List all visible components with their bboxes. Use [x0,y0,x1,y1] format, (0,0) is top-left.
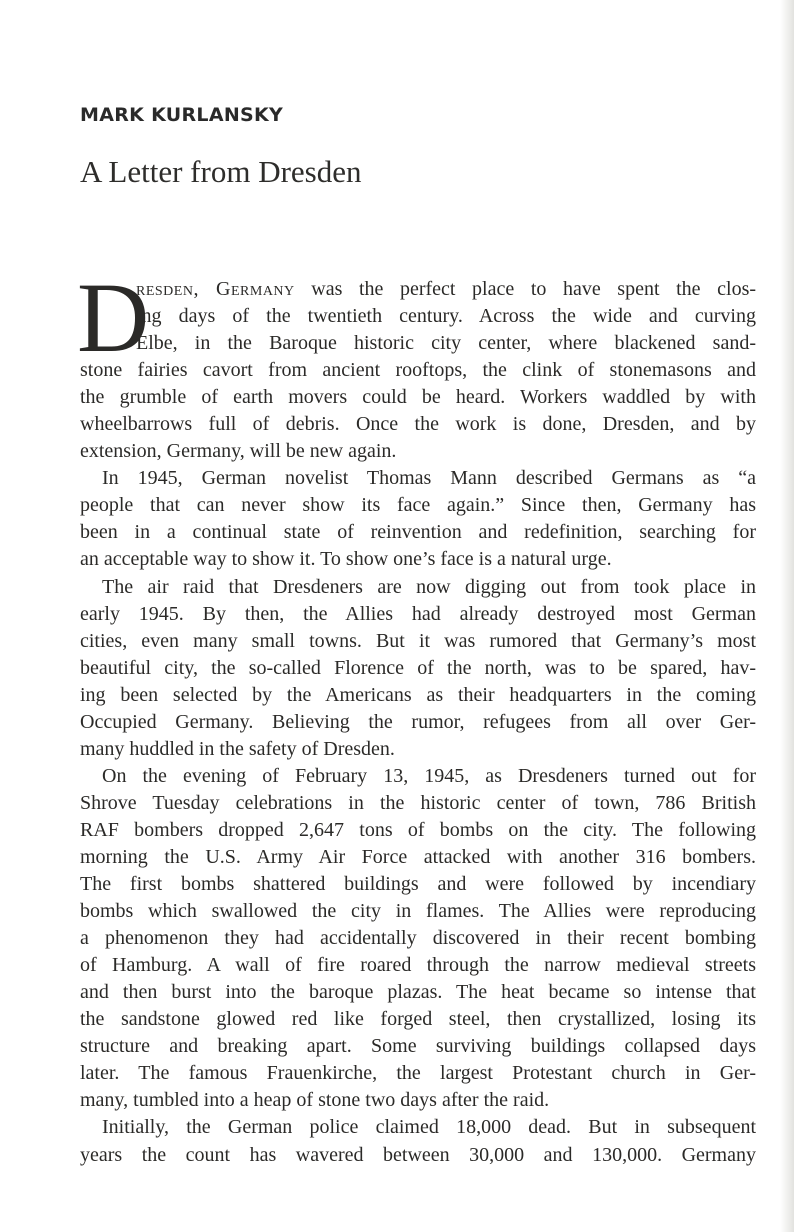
line-text: Shrove Tuesday celebrations in the historic center of town, 786 British [80,791,756,814]
line-text: Elbe, in the Baroque historic city center, where blackened sand- [136,332,756,355]
text-line [80,330,756,357]
line-text: Occupied Germany. Believing the rumor, refugees from all over Ger- [80,710,756,733]
line-text: RAF bombers dropped 2,647 tons of bombs on the city. The following [80,818,756,841]
text-line [80,628,756,655]
text-line [80,492,756,519]
article-body [77,262,757,1169]
line-text: early 1945. By then, the Allies had already destroyed most German [80,602,756,625]
opening-small-caps: resden, Germany [136,278,295,300]
line-text: The first bombs shattered buildings and were followed by incendiary [80,873,756,896]
line-text: people that can never show its face again.” Since then, Germany has [80,494,756,517]
line-text: cities, even many small towns. But it was rumored that Germany’s most [80,629,756,652]
text-line [80,384,756,411]
text-line [80,871,756,898]
text-line [80,817,756,844]
text-line [80,303,756,330]
text-line [80,1033,756,1060]
line-text: a phenomenon they had accidentally discovered in their recent bombing [80,927,756,950]
line-text: wheelbarrows full of debris. Once the work is done, Dresden, and by [80,413,756,436]
text-line [80,601,756,628]
text-line [80,465,756,492]
line-text: bombs which swallowed the city in flames. The Allies were reproducing [80,900,756,923]
paragraph [80,1114,756,1168]
text-line [80,411,756,438]
page-edge-shadow [780,0,794,1232]
line-text: stone fairies cavort from ancient rooftops, the clink of stonemasons and [80,359,756,382]
line-text: In 1945, German novelist Thomas Mann described Germans as “a [102,467,756,490]
line-text: On the evening of February 13, 1945, as Dresdeners turned out for [102,764,756,787]
line-text: years the count has wavered between 30,000 and 130,000. Germany [80,1143,756,1166]
text-line [80,1142,756,1169]
line-text: an acceptable way to show it. To show one’s face is a natural urge. [80,548,612,571]
text-line [80,1087,756,1114]
line-text: morning the U.S. Army Air Force attacked with another 316 bombers. [80,845,756,868]
line-text: ing been selected by the Americans as their headquarters in the coming [80,683,756,706]
text-line [80,898,756,925]
paragraph [80,465,756,573]
text-line [80,979,756,1006]
article-title: A Letter from Dresden [80,154,362,189]
text-line [80,546,756,573]
text-line [80,574,756,601]
line-text: many huddled in the safety of Dresden. [80,737,395,760]
line-text: been in a continual state of reinvention and redefinition, searching for [80,521,756,544]
text-line [80,1060,756,1087]
line-text: Initially, the German police claimed 18,000 dead. But in subsequent [102,1116,756,1139]
text-line [80,655,756,682]
line-text: was the perfect place to have spent the clos- [311,278,757,300]
paragraph [80,276,756,465]
line-text: the sandstone glowed red like forged steel, then crystallized, losing its [80,1008,756,1031]
text-line [80,682,756,709]
text-line [80,952,756,979]
line-text: beautiful city, the so-called Florence of the north, was to be spared, hav- [80,656,756,679]
text-line [80,276,756,303]
author-name: MARK KURLANSKY [80,104,284,126]
line-text: later. The famous Frauenkirche, the largest Protestant church in Ger- [80,1062,756,1085]
text-line [80,519,756,546]
text-line [80,709,756,736]
text-line [80,1006,756,1033]
text-line [80,763,756,790]
drop-cap: D [77,262,150,373]
paragraph [80,574,756,763]
text-line [80,438,756,465]
paragraph [80,763,756,1115]
line-text: many, tumbled into a heap of stone two days after the raid. [80,1089,550,1112]
text-line [80,1114,756,1141]
text-line [80,357,756,384]
line-text: of Hamburg. A wall of fire roared through the narrow medieval streets [80,954,756,977]
text-line [80,736,756,763]
line-text: extension, Germany, will be new again. [80,440,397,463]
line-text: ing days of the twentieth century. Across the wide and curving [136,305,756,328]
line-text: The air raid that Dresdeners are now digging out from took place in [102,575,756,598]
line-text: the grumble of earth movers could be heard. Workers waddled by with [80,386,756,409]
line-text: and then burst into the baroque plazas. The heat became so intense that [80,981,756,1004]
text-line [80,925,756,952]
line-text: structure and breaking apart. Some surviving buildings collapsed days [80,1035,756,1058]
text-line [80,844,756,871]
text-line [80,790,756,817]
